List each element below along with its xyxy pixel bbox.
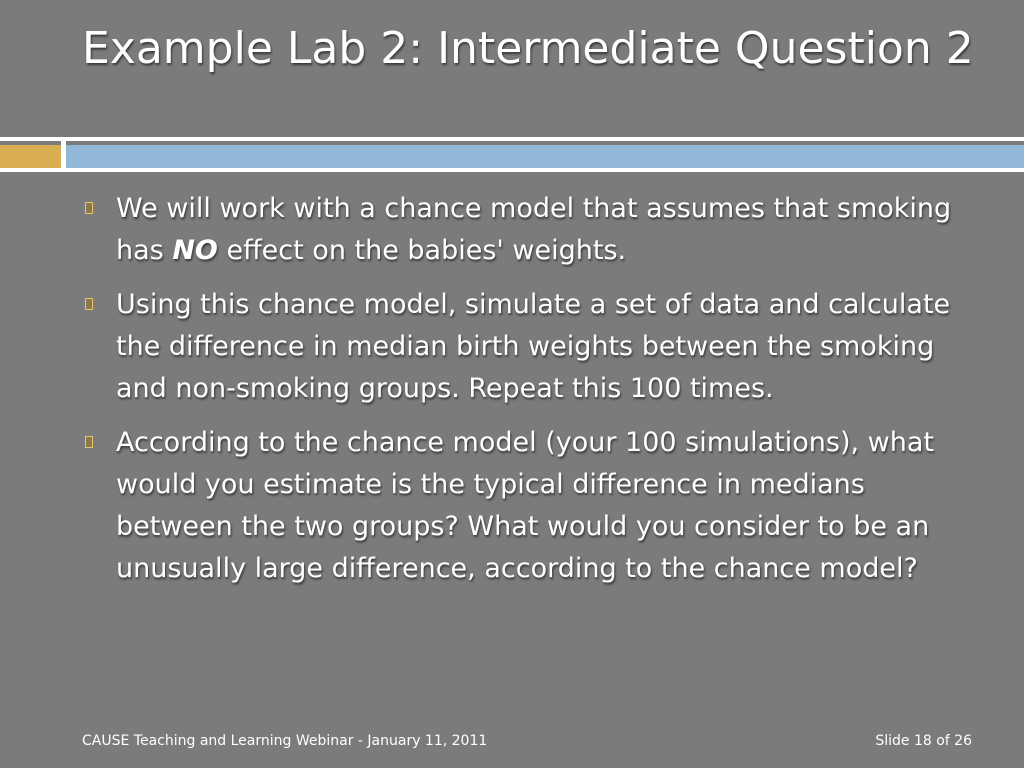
bullet-text: According to the chance model (your 100 simulations), what would you estimate is the typical difference in medians between the two groups? What would you consider to be an unusually large difference, according to the chance model? [116, 427, 934, 584]
bullet-text-emphasis: NO [172, 235, 218, 266]
square-bullet-icon [82, 432, 96, 452]
title-divider-top [0, 137, 1024, 141]
bullet-text-post: effect on the babies' weights. [217, 235, 627, 266]
square-bullet-icon [82, 198, 96, 218]
bullet-item [82, 422, 972, 590]
bullet-item [82, 188, 972, 272]
slide-number: Slide 18 of 26 [875, 733, 972, 749]
footer-webinar-label: CAUSE Teaching and Learning Webinar - January 11, 2011 [82, 733, 488, 749]
bullet-item [82, 284, 972, 410]
slide-title: Example Lab 2: Intermediate Question 2 [82, 23, 974, 74]
accent-band-blue [66, 145, 1024, 168]
accent-band-gold [0, 145, 61, 168]
bullet-list [82, 188, 972, 602]
bullet-text-pre: We will work with a chance model that assumes that smoking has [116, 193, 952, 266]
title-divider-bottom [0, 168, 1024, 172]
bullet-text: Using this chance model, simulate a set of data and calculate the difference in median birth weights between the smoking and non-smoking groups. Repeat this 100 times. [116, 289, 951, 404]
square-bullet-icon [82, 294, 96, 314]
